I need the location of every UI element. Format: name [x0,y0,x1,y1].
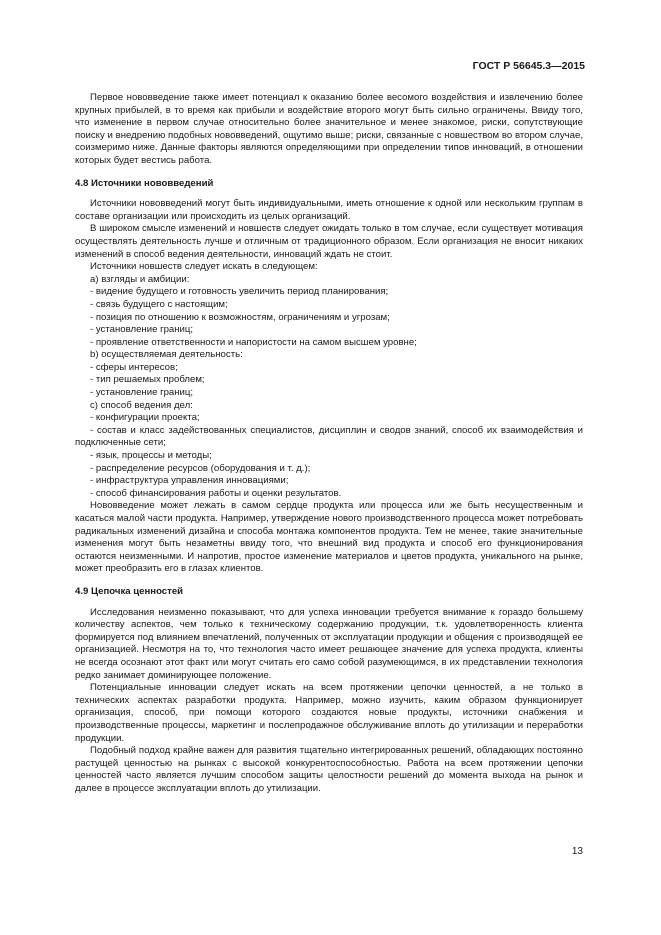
list-item: - видение будущего и готовность увеличить период планирования; [90,286,389,298]
list-item: - инфраструктура управления инновациями; [90,475,289,487]
paragraph: Потенциальные инновации следует искать на всем протяжении цепочки ценностей, а не только в технических аспектах разработки продукта. Например, можно изучить, каким образом функционирует организация, способ, при помощи которого создаются новые продукты, источники снабжения и производственные процессы, маркетинг и послепродажное обслуживание вплоть до утилизации и переработки продукции. [75,682,583,744]
list-item: - состав и класс задействованных специалистов, дисциплин и сводов знаний, способ их взаимодействия и подключенные сети; [75,424,583,449]
list-item: - проявление ответственности и напористости на самом высшем уровне; [90,336,417,348]
paragraph: Источники новшеств следует искать в следующем: [90,261,318,273]
list-item: - позиция по отношению к возможностям, ограничениям и угрозам; [90,311,390,323]
section-heading-4-9: 4.9 Цепочка ценностей [75,585,184,597]
list-item: - конфигурации проекта; [90,412,200,424]
list-item: - способ финансирования работы и оценки результатов. [90,487,342,499]
list-item: - язык, процессы и методы; [90,450,212,462]
list-b [75,362,583,400]
list-c [75,412,583,500]
intro-paragraph: Первое нововведение также имеет потенциал к оказанию более весомого воздействия и извлечению более крупных прибылей, в то время как прибыли и воздействие второго могут быть сильно ограничены. Ввиду того, что изменение в первом случае относительно более значительное и менее знакомое, риски, сопутствующие поиску и внедрению подобных нововведений, ощутимо выше; риски, связанные с новшеством во втором случае, соизмеримо ниже. Данные факторы являются определяющими при определении типов инноваций, в отношении которых будет вестись работа. [75,92,583,166]
paragraph: Подобный подход крайне важен для развития тщательно интегрированных решений, обладающих постоянно растущей ценностью на рынках с высокой конкурентоспособностью. Работа на всем протяжении цепочки ценностей часто является лучшим способом защиты целостности решений до момента выхода на рынок и далее в процессе эксплуатации вплоть до утилизации. [75,745,583,794]
list-item: - сферы интересов; [90,361,178,373]
paragraph: Источники нововведений могут быть индивидуальными, иметь отношение к одной или нескольким группам в составе организации или происходить из целых организаций. [75,198,583,222]
list-item: - связь будущего с настоящим; [90,298,228,310]
list-item: - тип решаемых проблем; [90,374,205,386]
list-a [75,286,583,349]
list-group-c: c) способ ведения дел: [90,399,193,411]
paragraph: Нововведение может лежать в самом сердце продукта или процесса или же быть несущественным и касаться малой части продукта. Например, утверждение нового производственного процесса может потребовать радикальных изменений дизайна и способа монтажа компонентов продукта. Тем не менее, такие значительные изменения могут быть незаметны ввиду того, что внешний вид продукта и способ его функционирования остаются неизменными. И напротив, простое изменение материалов и цветов продукта, уникального на рынке, может преобразить его в глазах клиентов. [75,500,583,575]
list-group-b: b) осуществляемая деятельность: [90,349,243,361]
list-item: - установление границ; [90,387,194,399]
page-number: 13 [571,846,583,857]
list-item: - установление границ; [90,324,194,336]
list-group-a: а) взгляды и амбиции: [90,273,190,285]
document-header: ГОСТ Р 56645.3—2015 [472,60,585,72]
list-item: - распределение ресурсов (оборудования и т. д.); [90,462,311,474]
paragraph: В широком смысле изменений и новшеств следует ожидать только в том случае, если существует мотивация осуществлять деятельность лучше и отличным от традиционного образом. Если организация не вносит никаких изменений в способ ведения деятельности, инноваций ждать не стоит. [75,223,583,260]
paragraph: Исследования неизменно показывают, что для успеха инновации требуется внимание к гораздо большему количеству аспектов, чем только к техническому содержанию продукции, т.к. удовлетворенность клиента формируется под влиянием впечатлений, полученных от эксплуатации продукции и общения с производящей ее организацией. Несмотря на то, что технология часто имеет решающее значение для успеха продукта, клиенты не всегда осознают этот факт или могут считать его само собой разумеющимся, в их представлении технология редко занимает доминирующее положение. [75,606,583,681]
document-body [75,92,583,795]
section-heading-4-8: 4.8 Источники нововведений [75,177,214,189]
